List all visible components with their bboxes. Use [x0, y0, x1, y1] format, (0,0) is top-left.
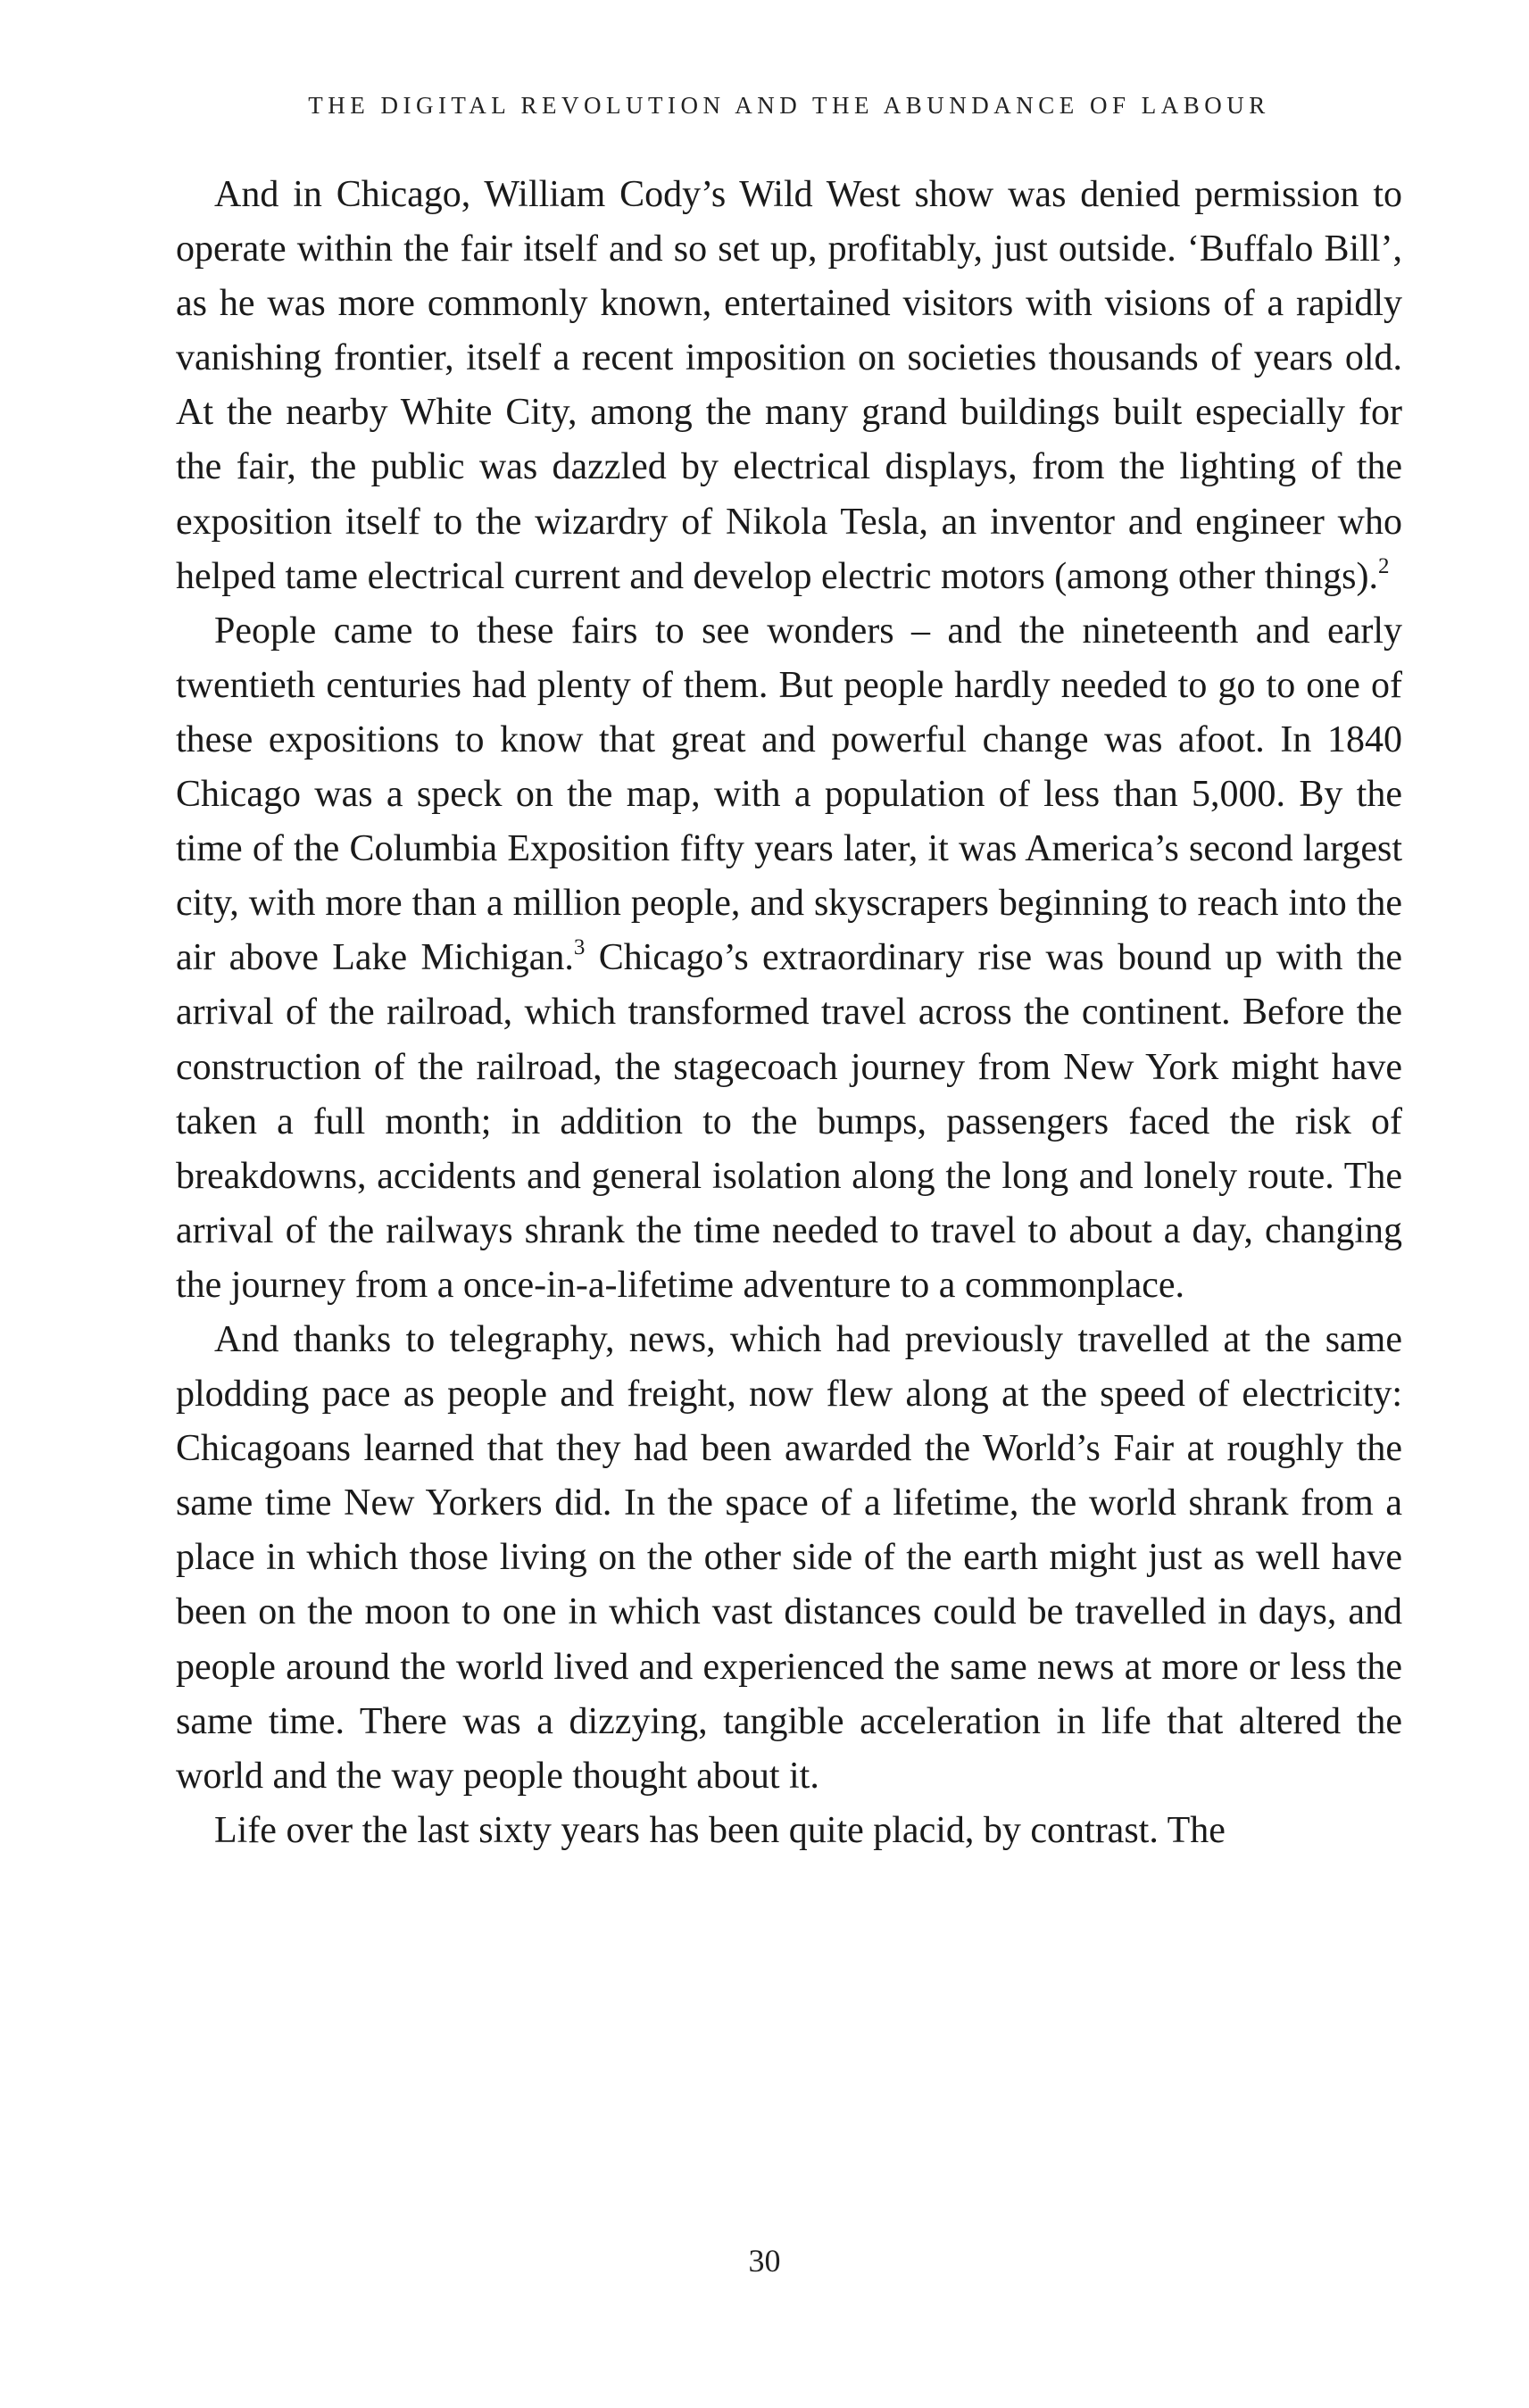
running-head: THE DIGITAL REVOLUTION AND THE ABUNDANCE OF LABOUR [308, 92, 1270, 119]
paragraph-2 [176, 604, 1402, 1313]
page-number: 30 [748, 2243, 781, 2279]
footnote-marker[interactable]: 3 [573, 935, 586, 960]
paragraph-3 [176, 1313, 1402, 1804]
paragraph-4 [176, 1804, 1402, 1858]
paragraph-text-continued: Chicago’s extraordinary rise was bound up with the arrival of the railroad, which transformed travel across the continent. Before the construction of the railroad, the stagecoach journey from New York might have taken a full month; in addition to the bumps, passengers faced the risk of breakdowns, accidents and general isolation along the long and lonely route. The arrival of the railways shrank the time needed to travel to about a day, changing the journey from a once-in-a-lifetime adventure to a commonplace. [176, 937, 1403, 1306]
paragraph-text: People came to these fairs to see wonders – and the nineteenth and early twentieth centuries had plenty of them. But people hardly needed to go to one of these expositions to know that great and powerful change was afoot. In 1840 Chicago was a speck on the map, with a population of less than 5,000. By the time of the Columbia Exposition fifty years later, it was America’s second largest city, with more than a million people, and skyscrapers beginning to reach into the air above Lake Michigan. [176, 610, 1402, 979]
body-text [176, 168, 1402, 1858]
paragraph-1 [176, 168, 1402, 604]
footnote-marker[interactable]: 2 [1377, 553, 1390, 578]
paragraph-text: Life over the last sixty years has been quite placid, by contrast. The [214, 1809, 1226, 1851]
paragraph-text: And in Chicago, William Cody’s Wild West show was denied permission to operate within the fair itself and so set up, profitably, just outside. ‘Buffalo Bill’, as he was more commonly known, entertained visitors with visions of a rapidly vanishing frontier, itself a recent imposition on societies thousands of years old. At the nearby White City, among the many grand buildings built especially for the fair, the public was dazzled by electrical displays, from the lighting of the exposition itself to the wizardry of Nikola Tesla, an inventor and engineer who helped tame electrical current and develop electric motors (among other things). [176, 174, 1402, 597]
paragraph-text: And thanks to telegraphy, news, which had previously travelled at the same plodding pace as people and freight, now flew along at the speed of electricity: Chicagoans learned that they had been awarded the World’s Fair at roughly the same time New Yorkers did. In the space of a lifetime, the world shrank from a place in which those living on the other side of the earth might just as well have been on the moon to one in which vast distances could be travelled in days, and people around the world lived and experienced the same news at more or less the same time. There was a dizzying, tangible acceleration in life that altered the world and the way people thought about it. [176, 1318, 1402, 1797]
